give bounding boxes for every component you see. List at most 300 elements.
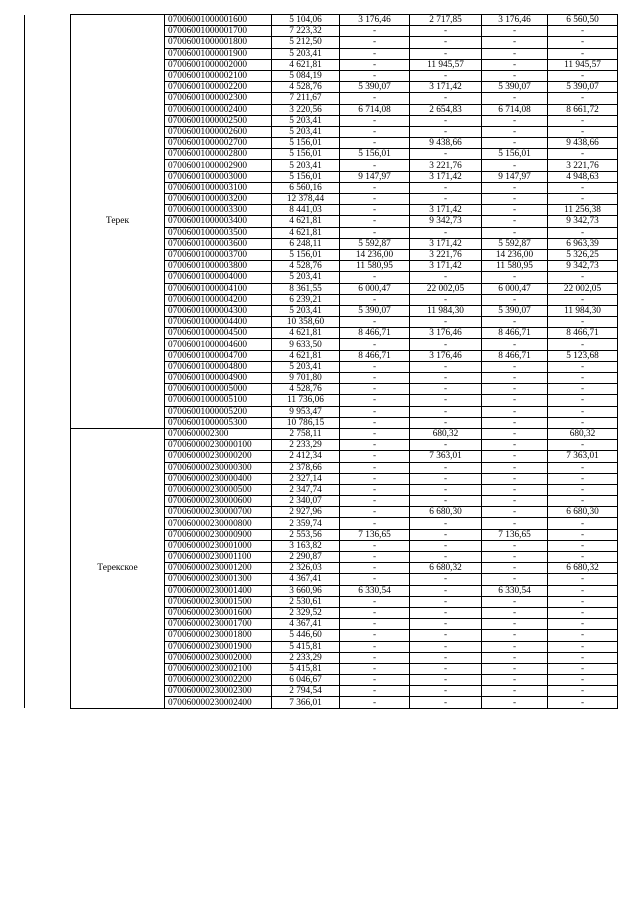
- value-cell: -: [410, 182, 482, 193]
- value-cell: 5 203,41: [272, 160, 340, 171]
- value-cell: 14 236,00: [482, 249, 548, 260]
- value-cell: 3 176,46: [410, 328, 482, 339]
- value-cell: 4 621,81: [272, 227, 340, 238]
- value-cell: -: [482, 641, 548, 652]
- cadastral-number: 070060000230002300: [165, 686, 272, 697]
- value-cell: 6 330,54: [482, 585, 548, 596]
- value-cell: 3 171,42: [410, 238, 482, 249]
- value-cell: -: [482, 138, 548, 149]
- value-cell: -: [548, 417, 618, 428]
- value-cell: 7 363,01: [548, 451, 618, 462]
- value-cell: -: [340, 395, 410, 406]
- value-cell: 5 415,81: [272, 641, 340, 652]
- value-cell: 9 147,97: [340, 171, 410, 182]
- value-cell: -: [410, 395, 482, 406]
- value-cell: -: [410, 619, 482, 630]
- cadastral-number: 070060000230000800: [165, 518, 272, 529]
- value-cell: -: [482, 37, 548, 48]
- value-cell: -: [340, 484, 410, 495]
- value-cell: 5 156,01: [272, 149, 340, 160]
- cadastral-number: 070060000230001800: [165, 630, 272, 641]
- value-cell: 5 203,41: [272, 272, 340, 283]
- value-cell: -: [548, 93, 618, 104]
- value-cell: 11 984,30: [548, 305, 618, 316]
- value-cell: 2 326,03: [272, 563, 340, 574]
- value-cell: 3 171,42: [410, 171, 482, 182]
- value-cell: -: [482, 93, 548, 104]
- value-cell: 14 236,00: [340, 249, 410, 260]
- value-cell: -: [548, 182, 618, 193]
- value-cell: -: [410, 361, 482, 372]
- cadastral-number: 07006001000005100: [165, 395, 272, 406]
- value-cell: 680,32: [410, 428, 482, 439]
- value-cell: -: [410, 294, 482, 305]
- value-cell: 2 347,74: [272, 484, 340, 495]
- cadastral-number: 07006001000003300: [165, 205, 272, 216]
- value-cell: -: [548, 473, 618, 484]
- value-cell: 22 002,05: [548, 283, 618, 294]
- value-cell: 4 367,41: [272, 619, 340, 630]
- value-cell: 3 176,46: [410, 350, 482, 361]
- value-cell: 7 136,65: [482, 529, 548, 540]
- value-cell: -: [548, 440, 618, 451]
- value-cell: 2 553,56: [272, 529, 340, 540]
- value-cell: -: [340, 160, 410, 171]
- value-cell: -: [482, 663, 548, 674]
- value-cell: -: [482, 373, 548, 384]
- value-cell: 5 104,06: [272, 15, 340, 26]
- value-cell: 5 446,60: [272, 630, 340, 641]
- value-cell: 2 654,83: [410, 104, 482, 115]
- value-cell: 2 233,29: [272, 652, 340, 663]
- value-cell: -: [482, 339, 548, 350]
- value-cell: -: [482, 484, 548, 495]
- cadastral-number: 070060000230001300: [165, 574, 272, 585]
- value-cell: 2 329,52: [272, 607, 340, 618]
- value-cell: -: [548, 227, 618, 238]
- value-cell: 6 560,50: [548, 15, 618, 26]
- value-cell: 3 221,76: [548, 160, 618, 171]
- value-cell: 3 171,42: [410, 261, 482, 272]
- value-cell: -: [340, 451, 410, 462]
- value-cell: -: [340, 339, 410, 350]
- value-cell: 5 212,50: [272, 37, 340, 48]
- value-cell: 4 948,63: [548, 171, 618, 182]
- value-cell: 5 156,01: [482, 149, 548, 160]
- value-cell: -: [482, 518, 548, 529]
- value-cell: 11 984,30: [410, 305, 482, 316]
- value-cell: -: [340, 507, 410, 518]
- cadastral-number: 07006001000004600: [165, 339, 272, 350]
- value-cell: -: [548, 149, 618, 160]
- value-cell: 5 203,41: [272, 115, 340, 126]
- value-cell: 5 203,41: [272, 361, 340, 372]
- value-cell: -: [482, 440, 548, 451]
- value-cell: -: [482, 451, 548, 462]
- value-cell: -: [410, 93, 482, 104]
- value-cell: -: [340, 675, 410, 686]
- value-cell: 7 223,32: [272, 26, 340, 37]
- cadastral-number: 07006001000004500: [165, 328, 272, 339]
- table-row: [25, 428, 618, 439]
- value-cell: 3 221,76: [410, 160, 482, 171]
- cadastral-number: 070060000230002000: [165, 652, 272, 663]
- value-cell: -: [340, 663, 410, 674]
- value-cell: 2 327,14: [272, 473, 340, 484]
- value-cell: -: [548, 518, 618, 529]
- value-cell: 9 953,47: [272, 406, 340, 417]
- value-cell: -: [482, 182, 548, 193]
- value-cell: -: [548, 317, 618, 328]
- cadastral-number: 07006001000004900: [165, 373, 272, 384]
- value-cell: -: [548, 630, 618, 641]
- value-cell: -: [410, 126, 482, 137]
- cadastral-number: 07006001000004100: [165, 283, 272, 294]
- left-margin-cell: [25, 428, 71, 708]
- value-cell: -: [548, 194, 618, 205]
- value-cell: -: [340, 48, 410, 59]
- value-cell: 7 211,67: [272, 93, 340, 104]
- value-cell: 5 390,07: [340, 305, 410, 316]
- value-cell: -: [410, 37, 482, 48]
- value-cell: 9 147,97: [482, 171, 548, 182]
- value-cell: -: [548, 619, 618, 630]
- value-cell: -: [548, 48, 618, 59]
- cadastral-number: 07006001000001900: [165, 48, 272, 59]
- value-cell: 6 963,39: [548, 238, 618, 249]
- value-cell: -: [548, 574, 618, 585]
- cadastral-number: 070060000230000600: [165, 496, 272, 507]
- value-cell: -: [482, 619, 548, 630]
- cadastral-number: 070060000230001200: [165, 563, 272, 574]
- value-cell: -: [482, 552, 548, 563]
- value-cell: 22 002,05: [410, 283, 482, 294]
- value-cell: -: [482, 160, 548, 171]
- value-cell: 12 378,44: [272, 194, 340, 205]
- value-cell: -: [482, 384, 548, 395]
- value-cell: -: [340, 440, 410, 451]
- value-cell: 11 580,95: [482, 261, 548, 272]
- value-cell: 4 621,81: [272, 216, 340, 227]
- value-cell: 8 466,71: [340, 328, 410, 339]
- cadastral-number: 07006001000005300: [165, 417, 272, 428]
- value-cell: -: [340, 417, 410, 428]
- value-cell: -: [548, 384, 618, 395]
- value-cell: -: [340, 552, 410, 563]
- value-cell: -: [340, 205, 410, 216]
- cadastral-number: 07006001000004200: [165, 294, 272, 305]
- value-cell: 5 415,81: [272, 663, 340, 674]
- value-cell: -: [340, 59, 410, 70]
- value-cell: -: [482, 607, 548, 618]
- cadastral-number: 070060000230002100: [165, 663, 272, 674]
- value-cell: -: [410, 663, 482, 674]
- value-cell: -: [340, 574, 410, 585]
- value-cell: 5 203,41: [272, 126, 340, 137]
- value-cell: 10 786,15: [272, 417, 340, 428]
- value-cell: -: [410, 26, 482, 37]
- value-cell: 5 123,68: [548, 350, 618, 361]
- cadastral-number: 070060000230001600: [165, 607, 272, 618]
- cadastral-number: 07006001000004700: [165, 350, 272, 361]
- value-cell: -: [340, 563, 410, 574]
- value-cell: 6 680,32: [548, 563, 618, 574]
- value-cell: 4 528,76: [272, 384, 340, 395]
- value-cell: 9 633,50: [272, 339, 340, 350]
- cadastral-number: 070060000230000400: [165, 473, 272, 484]
- value-cell: -: [340, 384, 410, 395]
- value-cell: -: [482, 406, 548, 417]
- cadastral-number: 07006001000001800: [165, 37, 272, 48]
- value-cell: 3 171,42: [410, 205, 482, 216]
- value-cell: -: [340, 294, 410, 305]
- value-cell: -: [548, 663, 618, 674]
- value-cell: -: [410, 417, 482, 428]
- value-cell: -: [548, 552, 618, 563]
- value-cell: 4 621,81: [272, 59, 340, 70]
- value-cell: -: [340, 272, 410, 283]
- cadastral-number: 070060000230001400: [165, 585, 272, 596]
- value-cell: -: [410, 607, 482, 618]
- value-cell: -: [548, 596, 618, 607]
- cadastral-number: 070060000230000700: [165, 507, 272, 518]
- value-cell: -: [482, 115, 548, 126]
- value-cell: -: [410, 552, 482, 563]
- value-cell: -: [482, 317, 548, 328]
- value-cell: 6 714,08: [340, 104, 410, 115]
- value-cell: 11 736,06: [272, 395, 340, 406]
- cadastral-number: 07006001000003400: [165, 216, 272, 227]
- value-cell: -: [548, 272, 618, 283]
- value-cell: -: [482, 675, 548, 686]
- value-cell: -: [548, 652, 618, 663]
- value-cell: 9 342,73: [548, 216, 618, 227]
- value-cell: -: [482, 473, 548, 484]
- value-cell: -: [410, 675, 482, 686]
- value-cell: -: [482, 462, 548, 473]
- value-cell: 2 290,87: [272, 552, 340, 563]
- value-cell: -: [340, 473, 410, 484]
- value-cell: 2 794,54: [272, 686, 340, 697]
- value-cell: 6 330,54: [340, 585, 410, 596]
- value-cell: -: [548, 294, 618, 305]
- value-cell: -: [482, 417, 548, 428]
- value-cell: 8 361,55: [272, 283, 340, 294]
- value-cell: -: [340, 462, 410, 473]
- value-cell: 9 701,80: [272, 373, 340, 384]
- cadastral-number: 07006001000002100: [165, 70, 272, 81]
- value-cell: 6 000,47: [482, 283, 548, 294]
- cadastral-number: 07006001000003000: [165, 171, 272, 182]
- value-cell: 9 438,66: [410, 138, 482, 149]
- value-cell: 5 156,01: [272, 249, 340, 260]
- cadastral-number: 070060000230002400: [165, 697, 272, 708]
- value-cell: 6 680,30: [410, 507, 482, 518]
- value-cell: -: [410, 317, 482, 328]
- cadastral-number: 07006001000002200: [165, 82, 272, 93]
- value-cell: 11 945,57: [548, 59, 618, 70]
- value-cell: -: [410, 227, 482, 238]
- value-cell: -: [340, 93, 410, 104]
- cadastral-number: 07006001000004000: [165, 272, 272, 283]
- table-body: [25, 15, 618, 709]
- value-cell: 7 366,01: [272, 697, 340, 708]
- value-cell: 5 156,01: [340, 149, 410, 160]
- value-cell: -: [548, 26, 618, 37]
- value-cell: 9 342,73: [410, 216, 482, 227]
- value-cell: -: [340, 216, 410, 227]
- value-cell: 3 220,56: [272, 104, 340, 115]
- value-cell: -: [340, 373, 410, 384]
- value-cell: -: [482, 395, 548, 406]
- cadastral-number: 070060000230000300: [165, 462, 272, 473]
- value-cell: 9 438,66: [548, 138, 618, 149]
- value-cell: -: [410, 596, 482, 607]
- cadastral-number: 07006001000003100: [165, 182, 272, 193]
- value-cell: -: [482, 26, 548, 37]
- value-cell: -: [410, 149, 482, 160]
- value-cell: -: [410, 496, 482, 507]
- value-cell: 5 390,07: [548, 82, 618, 93]
- value-cell: -: [410, 686, 482, 697]
- value-cell: -: [482, 205, 548, 216]
- cadastral-number: 07006001000003500: [165, 227, 272, 238]
- value-cell: 5 326,25: [548, 249, 618, 260]
- value-cell: -: [340, 26, 410, 37]
- cadastral-number: 070060000230000500: [165, 484, 272, 495]
- value-cell: -: [340, 227, 410, 238]
- value-cell: -: [482, 540, 548, 551]
- value-cell: 2 359,74: [272, 518, 340, 529]
- value-cell: -: [482, 48, 548, 59]
- value-cell: -: [340, 70, 410, 81]
- value-cell: 4 528,76: [272, 82, 340, 93]
- value-cell: -: [482, 227, 548, 238]
- value-cell: 7 363,01: [410, 451, 482, 462]
- cadastral-number: 070060000230000900: [165, 529, 272, 540]
- value-cell: -: [340, 686, 410, 697]
- value-cell: -: [482, 70, 548, 81]
- value-cell: -: [548, 37, 618, 48]
- value-cell: 2 378,66: [272, 462, 340, 473]
- value-cell: 5 390,07: [482, 82, 548, 93]
- value-cell: 6 680,30: [548, 507, 618, 518]
- value-cell: -: [340, 697, 410, 708]
- cadastral-number: 07006001000002400: [165, 104, 272, 115]
- value-cell: 5 592,87: [340, 238, 410, 249]
- cadastral-number: 070060000230001000: [165, 540, 272, 551]
- value-cell: -: [340, 652, 410, 663]
- value-cell: -: [340, 607, 410, 618]
- value-cell: 5 390,07: [482, 305, 548, 316]
- cadastral-value-table: [24, 14, 618, 709]
- value-cell: -: [340, 630, 410, 641]
- value-cell: -: [410, 384, 482, 395]
- value-cell: 2 758,11: [272, 428, 340, 439]
- value-cell: 6 560,16: [272, 182, 340, 193]
- value-cell: -: [482, 496, 548, 507]
- value-cell: -: [548, 496, 618, 507]
- value-cell: -: [482, 697, 548, 708]
- value-cell: -: [340, 361, 410, 372]
- settlement-name: Терек: [71, 15, 165, 429]
- value-cell: -: [482, 630, 548, 641]
- cadastral-number: 07006001000003600: [165, 238, 272, 249]
- value-cell: -: [548, 607, 618, 618]
- value-cell: -: [548, 641, 618, 652]
- value-cell: 5 203,41: [272, 48, 340, 59]
- value-cell: -: [410, 652, 482, 663]
- value-cell: 3 221,76: [410, 249, 482, 260]
- value-cell: -: [548, 484, 618, 495]
- value-cell: 5 390,07: [340, 82, 410, 93]
- value-cell: -: [340, 596, 410, 607]
- value-cell: -: [410, 440, 482, 451]
- cadastral-number: 07006001000001700: [165, 26, 272, 37]
- cadastral-number: 070060000230001900: [165, 641, 272, 652]
- value-cell: -: [410, 473, 482, 484]
- cadastral-number: 07006001000003700: [165, 249, 272, 260]
- value-cell: -: [410, 406, 482, 417]
- cadastral-number: 07006001000002000: [165, 59, 272, 70]
- cadastral-number: 07006001000002700: [165, 138, 272, 149]
- value-cell: -: [340, 619, 410, 630]
- value-cell: 5 156,01: [272, 138, 340, 149]
- value-cell: 8 466,71: [482, 350, 548, 361]
- value-cell: -: [548, 406, 618, 417]
- value-cell: -: [482, 686, 548, 697]
- value-cell: -: [410, 585, 482, 596]
- value-cell: -: [482, 216, 548, 227]
- value-cell: 4 528,76: [272, 261, 340, 272]
- value-cell: 2 530,61: [272, 596, 340, 607]
- value-cell: 11 580,95: [340, 261, 410, 272]
- value-cell: -: [482, 563, 548, 574]
- value-cell: -: [340, 182, 410, 193]
- value-cell: -: [482, 294, 548, 305]
- value-cell: -: [548, 697, 618, 708]
- value-cell: 8 466,71: [340, 350, 410, 361]
- value-cell: -: [410, 484, 482, 495]
- cadastral-number: 070060000230001500: [165, 596, 272, 607]
- cadastral-number: 07006001000002300: [165, 93, 272, 104]
- value-cell: 9 342,73: [548, 261, 618, 272]
- value-cell: 4 621,81: [272, 350, 340, 361]
- cadastral-number: 07006001000003200: [165, 194, 272, 205]
- value-cell: 2 412,34: [272, 451, 340, 462]
- value-cell: -: [340, 138, 410, 149]
- value-cell: -: [482, 194, 548, 205]
- value-cell: 5 084,19: [272, 70, 340, 81]
- value-cell: 5 156,01: [272, 171, 340, 182]
- value-cell: 6 000,47: [340, 283, 410, 294]
- value-cell: -: [482, 272, 548, 283]
- value-cell: 11 256,38: [548, 205, 618, 216]
- value-cell: -: [482, 652, 548, 663]
- settlement-name: Терекское: [71, 428, 165, 708]
- value-cell: -: [410, 540, 482, 551]
- value-cell: 3 176,46: [340, 15, 410, 26]
- value-cell: 8 466,71: [548, 328, 618, 339]
- cadastral-number: 070060000230001700: [165, 619, 272, 630]
- value-cell: -: [548, 462, 618, 473]
- value-cell: -: [548, 339, 618, 350]
- value-cell: -: [410, 115, 482, 126]
- value-cell: -: [410, 641, 482, 652]
- value-cell: 3 171,42: [410, 82, 482, 93]
- value-cell: -: [482, 59, 548, 70]
- value-cell: 3 176,46: [482, 15, 548, 26]
